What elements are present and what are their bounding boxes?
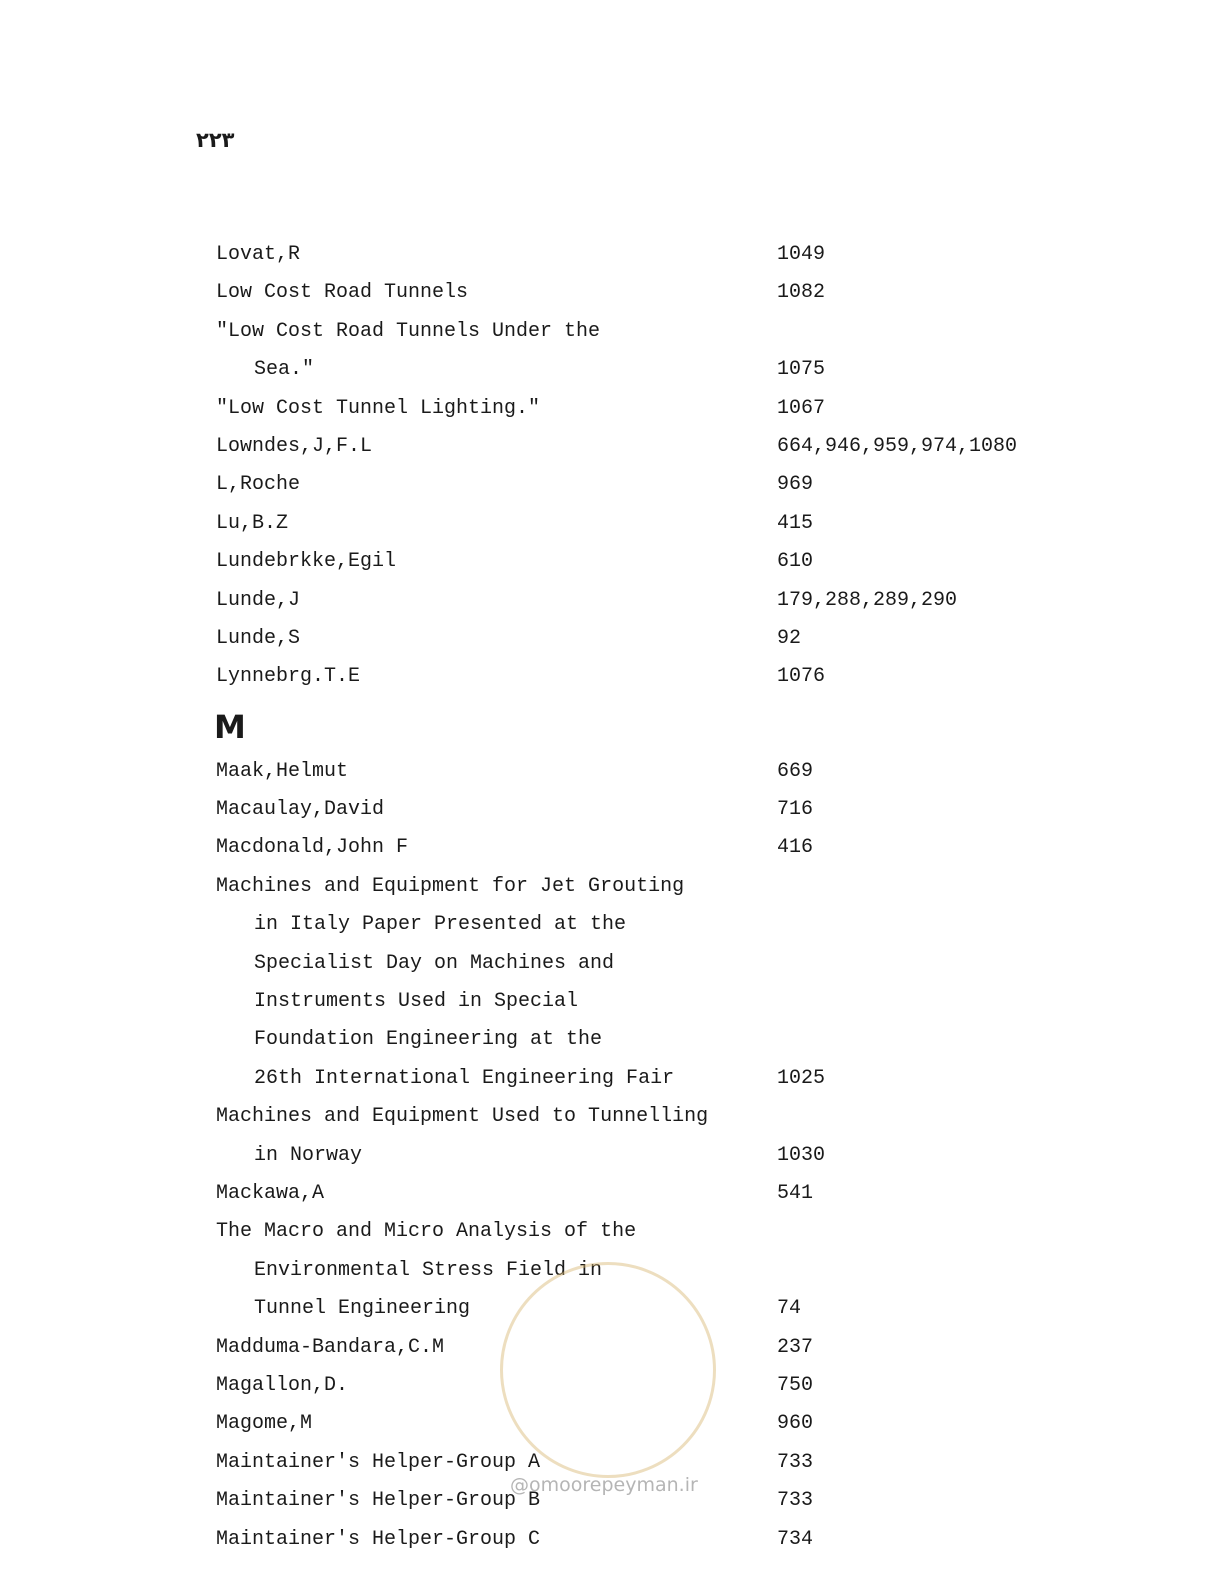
- index-page-refs: 1075: [777, 358, 826, 382]
- index-entry: [210, 620, 1110, 658]
- index-page-refs: 969: [777, 473, 814, 497]
- index-term: Madduma-Bandara,C.M: [216, 1335, 445, 1359]
- index-entry: [210, 351, 1110, 389]
- index-entry: [210, 945, 1110, 983]
- index-entry: [210, 1137, 1110, 1175]
- index-entry: [210, 1021, 1110, 1059]
- index-term: Machines and Equipment Used to Tunnelling: [216, 1105, 709, 1129]
- index-entry: [210, 753, 1110, 791]
- index-term: Lowndes,J,F.L: [216, 434, 373, 458]
- index-page-refs: 1025: [777, 1066, 826, 1090]
- index-term: Sea.": [254, 358, 315, 382]
- index-entry: [210, 428, 1110, 466]
- index-section-m: [210, 753, 1110, 1559]
- index-term: Maak,Helmut: [216, 759, 349, 783]
- index-page-refs: 669: [777, 759, 814, 783]
- watermark-text: @omoorepeyman.ir: [510, 1474, 698, 1496]
- index-term: "Low Cost Tunnel Lighting.": [216, 396, 541, 420]
- index-entry: [210, 1405, 1110, 1443]
- index-term: Lovat,R: [216, 243, 301, 266]
- index-page-refs: 664,946,959,974,1080: [777, 434, 1018, 458]
- index-entry: [210, 466, 1110, 504]
- index-term: Foundation Engineering at the: [254, 1028, 603, 1052]
- index-page-refs: 733: [777, 1450, 814, 1474]
- index-page-refs: 1082: [777, 281, 826, 305]
- index-term: The Macro and Micro Analysis of the: [216, 1220, 637, 1244]
- index-page-refs: 610: [777, 550, 814, 574]
- index-term: Low Cost Road Tunnels: [216, 281, 469, 305]
- index-page-refs: 716: [777, 798, 814, 822]
- index-term: Lundebrkke,Egil: [216, 550, 397, 574]
- index-entry: [210, 313, 1110, 351]
- index-term: Lu,B.Z: [216, 511, 289, 535]
- index-term: Macdonald,John F: [216, 836, 409, 860]
- index-term: L,Roche: [216, 473, 301, 497]
- index-term: Mackawa,A: [216, 1181, 325, 1205]
- page-number: ۲۲۳: [196, 128, 235, 152]
- index-entry: [210, 906, 1110, 944]
- index-page-refs: 541: [777, 1181, 814, 1205]
- index-entry: [210, 1521, 1110, 1559]
- index-page-refs: 1076: [777, 665, 826, 689]
- index-entry: [210, 390, 1110, 428]
- index-page-refs: 1049: [777, 243, 826, 266]
- index-term: Specialist Day on Machines and: [254, 951, 615, 975]
- index-entry: [210, 829, 1110, 867]
- index-page-refs: 750: [777, 1373, 814, 1397]
- index-entry: [210, 274, 1110, 312]
- index-entry: [210, 791, 1110, 829]
- index-term: Maintainer's Helper-Group B: [216, 1489, 541, 1513]
- index-page-refs: 237: [777, 1335, 814, 1359]
- index-page-refs: 74: [777, 1297, 802, 1321]
- index-term: Magome,M: [216, 1412, 313, 1436]
- index-entry: [210, 505, 1110, 543]
- index-page-refs: 733: [777, 1489, 814, 1513]
- index-page-refs: 416: [777, 836, 814, 860]
- index-term: "Low Cost Road Tunnels Under the: [216, 319, 601, 343]
- index-term: Tunnel Engineering: [254, 1297, 471, 1321]
- index-list: [210, 236, 1110, 1559]
- index-term: in Norway: [254, 1143, 363, 1167]
- index-term: Lunde,S: [216, 626, 301, 650]
- section-heading-m: M: [214, 707, 246, 746]
- index-entry: [210, 236, 1110, 274]
- index-entry: [210, 1213, 1110, 1251]
- index-entry: [210, 1367, 1110, 1405]
- index-page-refs: 179,288,289,290: [777, 588, 958, 612]
- index-entry: [210, 983, 1110, 1021]
- index-entry: [210, 1060, 1110, 1098]
- index-entry: [210, 1098, 1110, 1136]
- index-term: 26th International Engineering Fair: [254, 1066, 675, 1090]
- index-entry: [210, 1175, 1110, 1213]
- index-term: Machines and Equipment for Jet Grouting: [216, 874, 685, 898]
- index-page-refs: 92: [777, 626, 802, 650]
- index-term: Maintainer's Helper-Group A: [216, 1450, 541, 1474]
- index-term: Maintainer's Helper-Group C: [216, 1527, 541, 1551]
- index-term: Environmental Stress Field in: [254, 1258, 603, 1282]
- index-entry: [210, 658, 1110, 696]
- index-page-refs: 960: [777, 1412, 814, 1436]
- index-term: Lynnebrg.T.E: [216, 665, 361, 689]
- index-page-refs: 734: [777, 1527, 814, 1551]
- index-entry: [210, 582, 1110, 620]
- index-entry: [210, 543, 1110, 581]
- index-term: Lunde,J: [216, 588, 301, 612]
- index-term: in Italy Paper Presented at the: [254, 913, 627, 937]
- index-page-refs: 1030: [777, 1143, 826, 1167]
- index-entry: [210, 1252, 1110, 1290]
- index-entry: [210, 868, 1110, 906]
- index-page-refs: 415: [777, 511, 814, 535]
- index-section-l: [210, 236, 1110, 697]
- index-page-refs: 1067: [777, 396, 826, 420]
- index-term: Magallon,D.: [216, 1373, 349, 1397]
- index-term: Instruments Used in Special: [254, 990, 579, 1014]
- index-entry: [210, 1290, 1110, 1328]
- index-entry: [210, 1329, 1110, 1367]
- index-term: Macaulay,David: [216, 798, 385, 822]
